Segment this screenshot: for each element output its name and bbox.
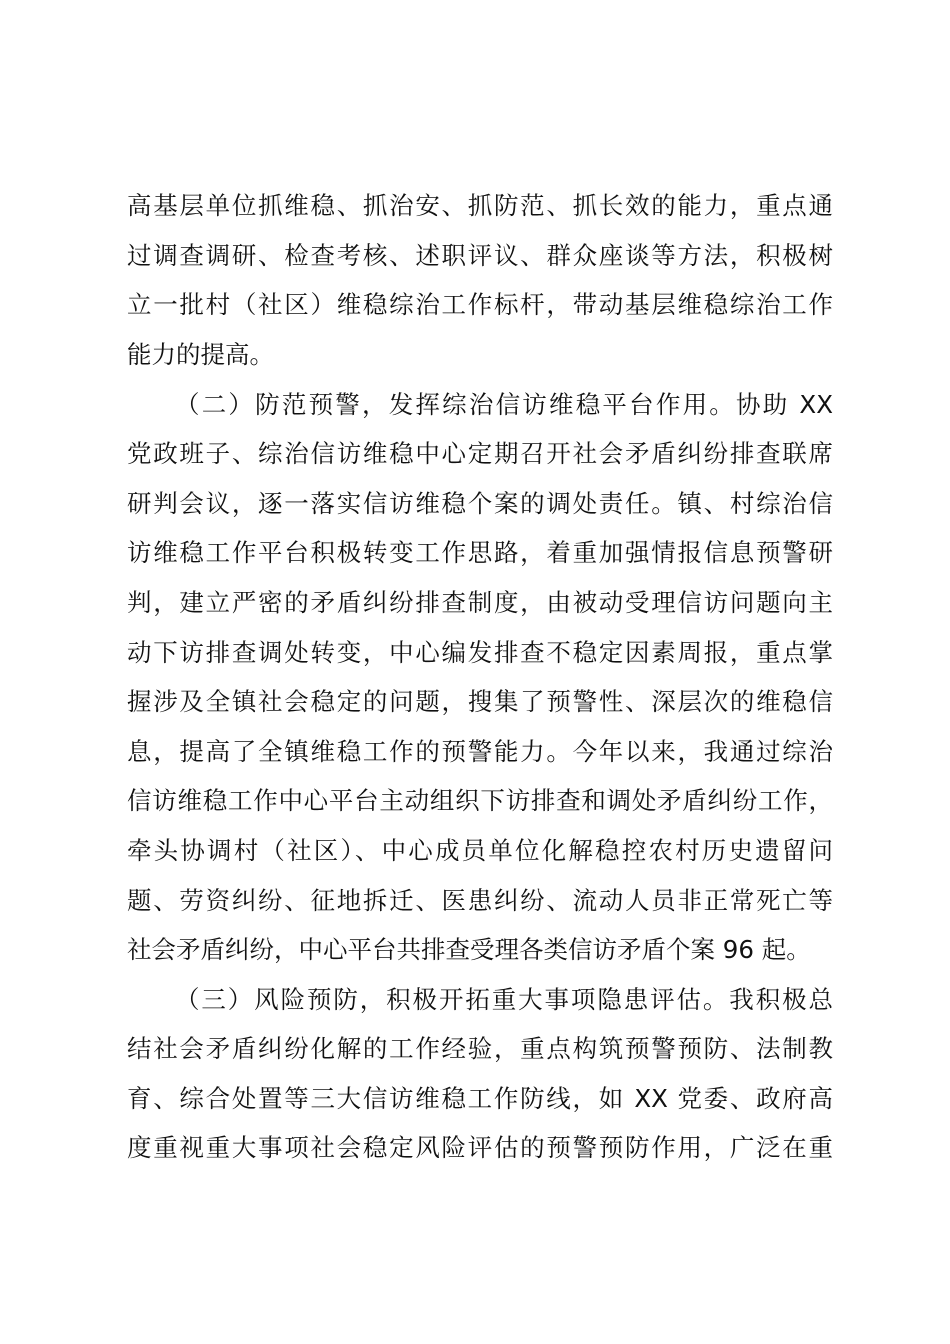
text-line: 访维稳工作平台积极转变工作思路，着重加强情报信息预警研 — [127, 538, 833, 567]
text-line: 能力的提高。 — [127, 340, 274, 369]
text-line: 息，提高了全镇维稳工作的预警能力。今年以来，我通过综治 — [127, 737, 833, 766]
text-line: 过调查调研、检查考核、述职评议、群众座谈等方法，积极树 — [127, 241, 833, 270]
text-line: 结社会矛盾纠纷化解的工作经验，重点构筑预警预防、法制教 — [127, 1034, 833, 1063]
text-line: 牵头协调村（社区）、中心成员单位化解稳控农村历史遗留问 — [127, 836, 833, 865]
text-line: 研判会议，逐一落实信访维稳个案的调处责任。镇、村综治信 — [127, 489, 833, 518]
text-line: 信访维稳工作中心平台主动组织下访排查和调处矛盾纠纷工作， — [127, 786, 833, 815]
text-line: 育、综合处置等三大信访维稳工作防线，如 XX 党委、政府高 — [127, 1084, 833, 1113]
text-line: 社会矛盾纠纷，中心平台共排查受理各类信访矛盾个案 96 起。 — [127, 935, 811, 964]
text-line: 动下访排查调处转变，中心编发排查不稳定因素周报，重点掌 — [127, 638, 833, 667]
paragraph-heading-line: （二）防范预警，发挥综治信访维稳平台作用。协助 XX — [175, 390, 833, 419]
paragraph-heading-line: （三）风险预防，积极开拓重大事项隐患评估。我积极总 — [175, 985, 833, 1014]
text-line: 党政班子、综治信访维稳中心定期召开社会矛盾纠纷排查联席 — [127, 439, 833, 468]
text-line: 立一批村（社区）维稳综治工作标杆，带动基层维稳综治工作 — [127, 290, 833, 319]
text-line: 度重视重大事项社会稳定风险评估的预警预防作用，广泛在重 — [127, 1133, 833, 1162]
text-line: 题、劳资纠纷、征地拆迁、医患纠纷、流动人员非正常死亡等 — [127, 886, 833, 915]
text-line: 握涉及全镇社会稳定的问题，搜集了预警性、深层次的维稳信 — [127, 687, 833, 716]
text-line: 判，建立严密的矛盾纠纷排查制度，由被动受理信访问题向主 — [127, 588, 833, 617]
text-line: 高基层单位抓维稳、抓治安、抓防范、抓长效的能力，重点通 — [127, 191, 833, 220]
